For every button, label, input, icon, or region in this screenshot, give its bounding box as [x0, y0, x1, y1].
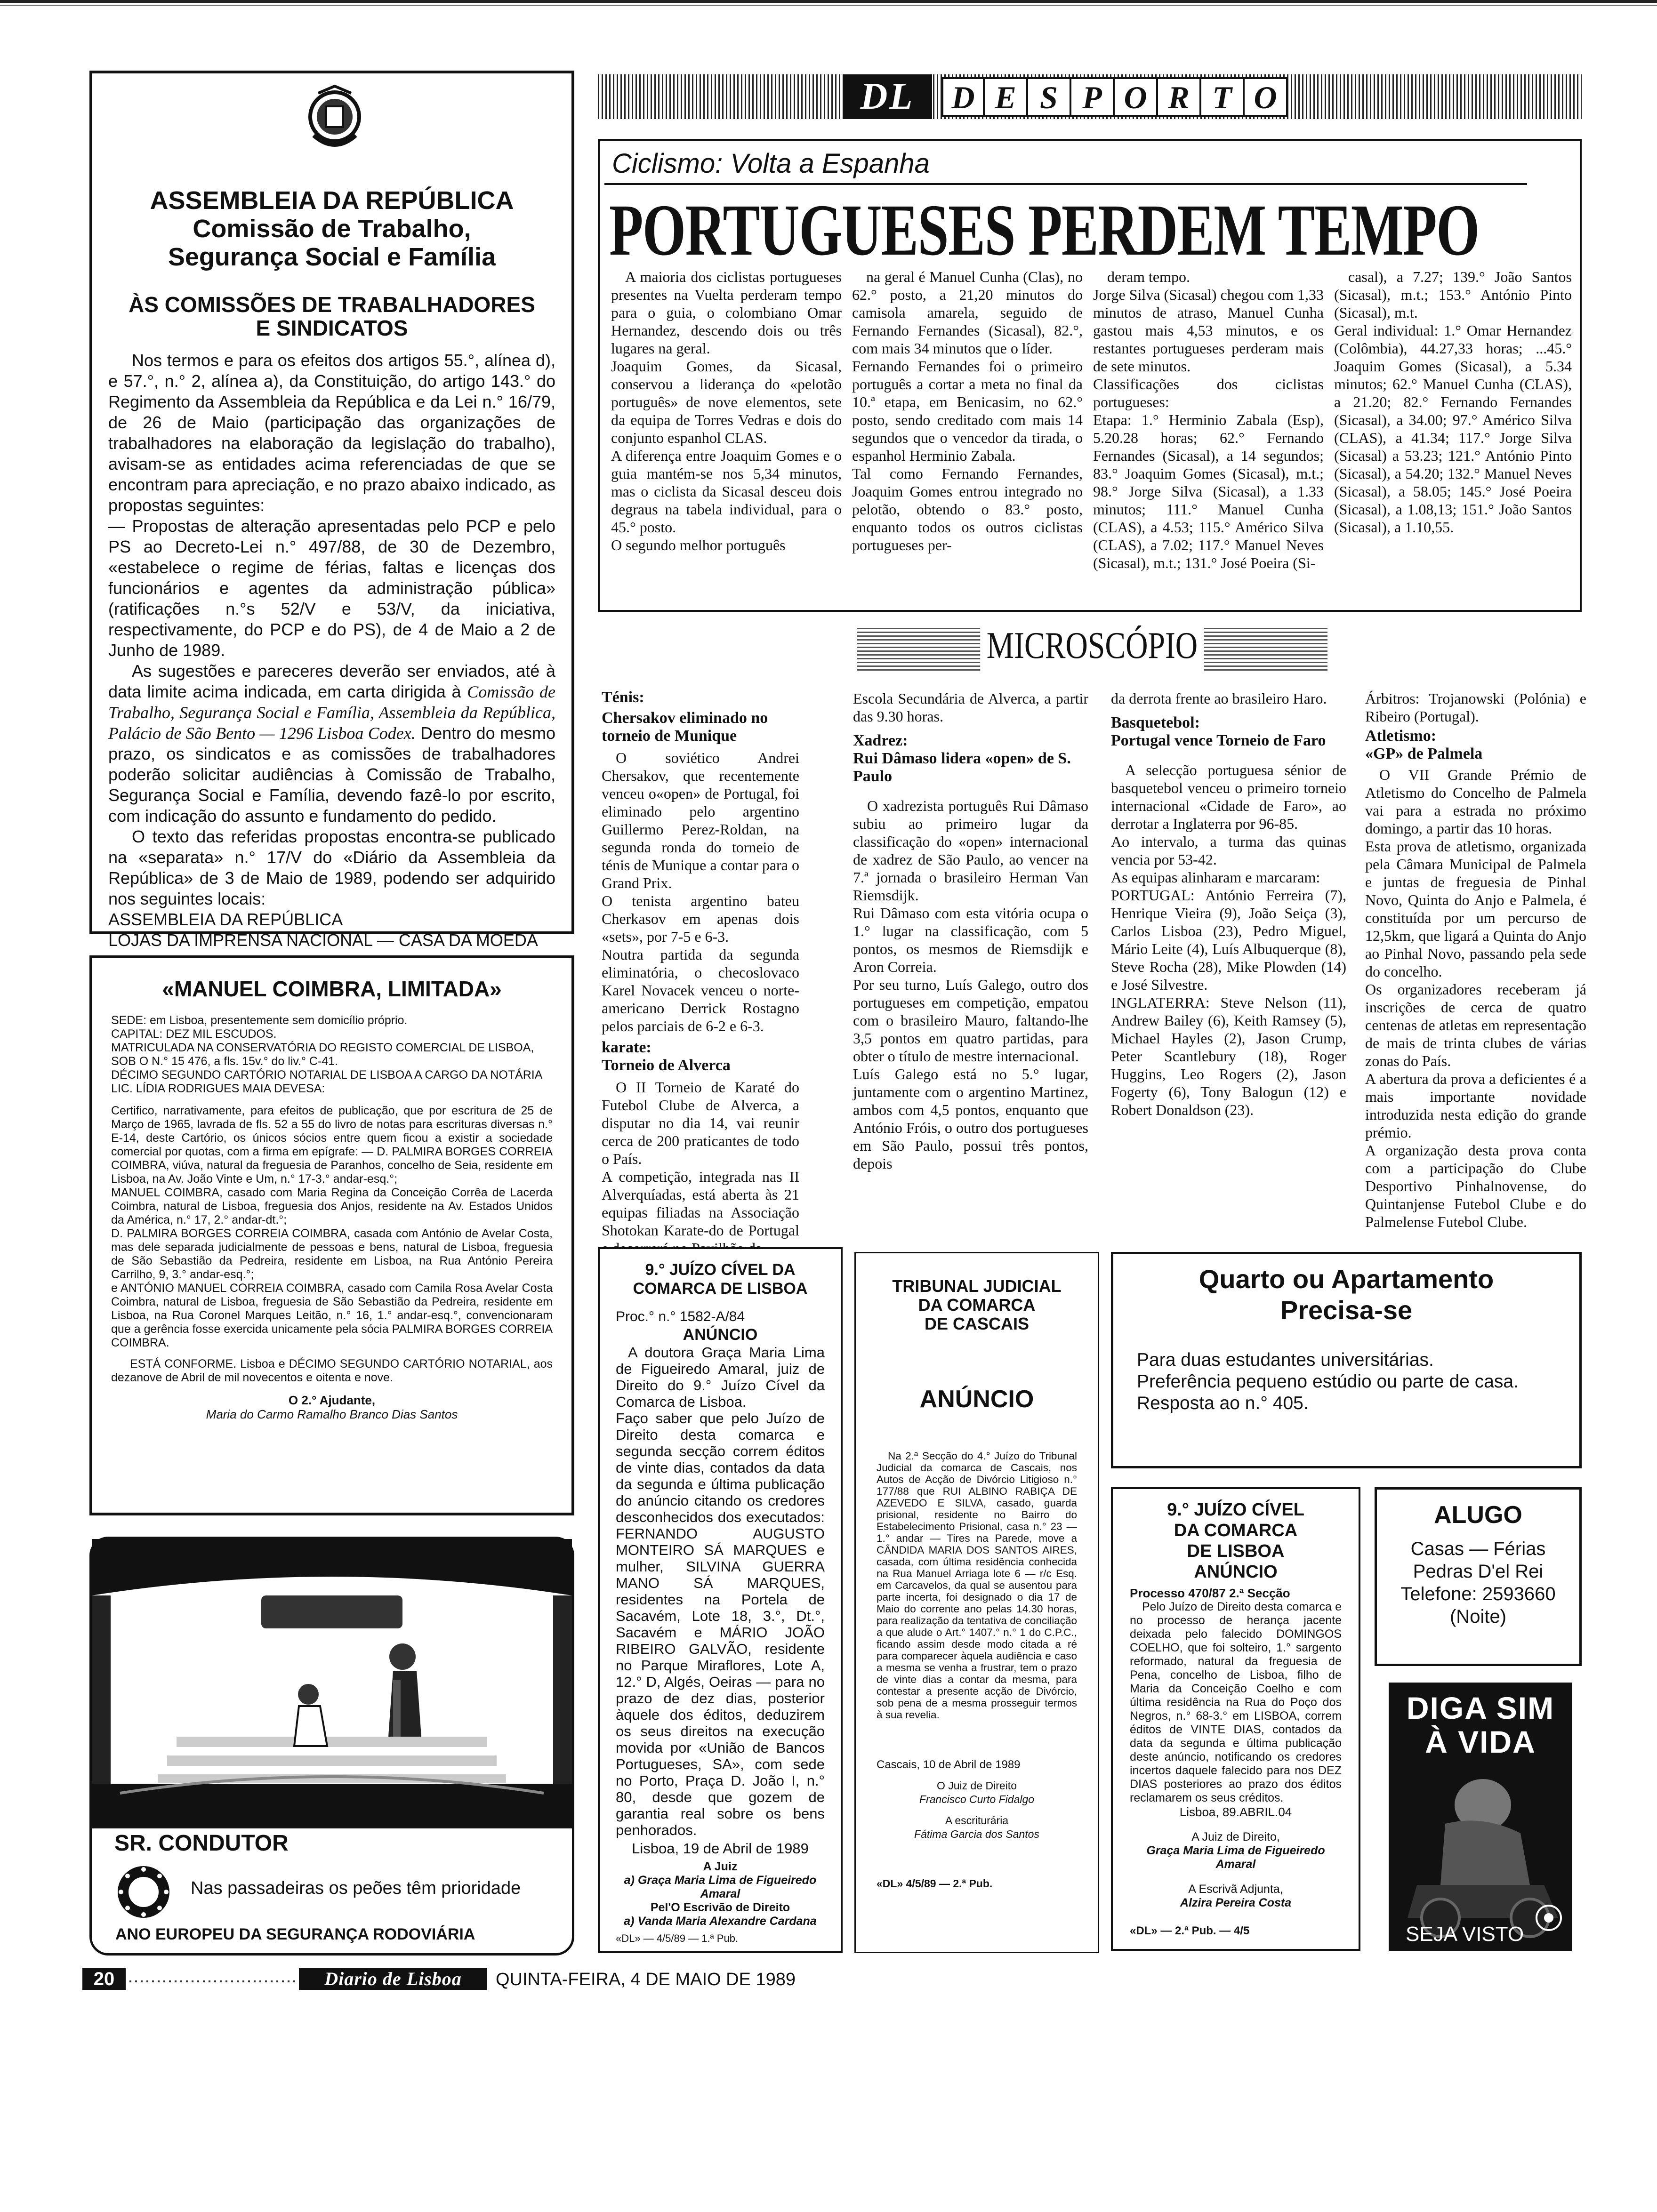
- micro-tenis-body: O soviético Andrei Chersakov, que recentemente venceu o«open» de Portugal, foi eliminado pelo argentino Guillermo Perez-Roldan, na segunda ronda do torneio de ténis de Munique a contar para o Grand Prix. O tenista argentino bateu Cherkasov em apenas dois «sets», por 7-5 e 6-3. Noutra partida da segunda eliminatória, o checoslovaco Karel Novacek venceu o norte-americano Derrick Rostagno pelos parciais de 6-2 e 6-3.: [602, 749, 799, 1034]
- condutor-footer: ANO EUROPEU DA SEGURANÇA RODOVIÁRIA: [115, 1925, 475, 1943]
- juizo2-sig-2: Graça Maria Lima de Figueiredo Amaral: [1146, 1844, 1325, 1871]
- micro-col-3-lead: da derrota frente ao brasileiro Haro.: [1111, 690, 1327, 707]
- cycling-article: [598, 139, 1582, 612]
- assembleia-para-1: Nos termos e para os efeitos dos artigos 55.°, alínea d), e 57.°, n.° 2, alínea a), da Constituição, do artigo 143.° do Regimento da Assembleia da República e da Lei n.° 16/79, de 26 de Maio (participação das organizações de trabalhadores na elaboração da legislação do trabalho), avisam-se as entidades acima referenciadas de que se encontram para apreciação, e no prazo abaixo indicado, as propostas seguintes:: [108, 351, 555, 515]
- dl-badge: [843, 74, 932, 119]
- micro-xadrez-category: Xadrez:: [853, 732, 908, 749]
- cascais-sig-1: O Juiz de Direito: [936, 1779, 1017, 1792]
- cycling-col-2-text: na geral é Manuel Cunha (Clas), no 62.° posto, a 21,20 minutos do camisola amarela, seguido de Fernando Fernandes (Sicasal), 82.°, com mais 34 minutos que o líder. Fernando Fernandes foi o primeiro português a cortar a meta no final da 10.ª etapa, em Benicasim, no 62.° posto, sendo creditado com mais 14 segundos que o vencedor da tirada, o espanhol Herminio Zabala. Tal como Fernando Fernandes, Joaquim Gomes entrou integrado no pelotão, obtendo o 83.° posto, enquanto todos os outros ciclistas portugueses per-: [852, 268, 1083, 553]
- manuel-signature-name: Maria do Carmo Ramalho Branco Dias Santos: [206, 1407, 458, 1421]
- micro-atletismo-category: Atletismo:: [1365, 727, 1437, 745]
- cascais-date: Cascais, 10 de Abril de 1989: [877, 1758, 1021, 1771]
- micro-xadrez-headline: Rui Dâmaso lidera «open» de S. Paulo: [853, 750, 1071, 785]
- quarto-title-2: Precisa-se: [1280, 1295, 1413, 1325]
- diga-line-2: À VIDA: [1425, 1724, 1536, 1759]
- cascais-title-3: DE CASCAIS: [924, 1314, 1030, 1333]
- juizo1-sig-2: a) Graça Maria Lima de Figueiredo Amaral: [624, 1874, 817, 1900]
- cycling-col-1: [611, 268, 842, 607]
- top-rule: [0, 0, 1657, 3]
- cascais-pub: «DL» 4/5/89 — 2.ª Pub.: [877, 1877, 993, 1890]
- safety-year-emblem-icon: [115, 1864, 172, 1920]
- juizo-civel-notice-1: [598, 1247, 843, 1953]
- assembleia-para-3a: As sugestões e pareceres deverão ser enviados, até à data limite acima indicada, em carta dirigida à: [108, 661, 555, 701]
- micro-atletismo-body: O VII Grande Prémio de Atletismo do Concelho de Palmela vai para a estrada no próximo domingo, a partir das 10 horas. Esta prova de atletismo, organizada pela Câmara Municipal de Palmela e juntas de freguesia de Pinhal Novo, Quinta do Anjo e Palmela, é constituída por um percurso de 12,5km, que ligará a Quinta do Anjo ao Pinhal Novo, passando pela sede do concelho. Os organizadores receberam já inscrições de cerca de quatro centenas de atletas em representação de mais de trinta clubes de várias zonas do País. A abertura da prova a deficientes é a mais importante novidade introduzida nesta edição do grande prémio. A organização desta prova conta com a participação do Clube Desportivo Pinhalnovense, do Quintanjense Futebol Clube e do Palmelense Futebol Clube.: [1365, 766, 1586, 1230]
- alugo-line-4: (Noite): [1449, 1606, 1507, 1627]
- micro-basquetebol-category: Basquetebol:: [1111, 714, 1200, 731]
- cycling-col-3-text: deram tempo. Jorge Silva (Sicasal) chegou com 1,33 minutos de atraso, Manuel Cunha gastou mais 4,53 minutos, e os restantes portugueses perderam mais de sete minutos. Classificações dos ciclistas portugueses: Etapa: 1.° Herminio Zabala (Esp), 5.20.28 horas; 62.° Fernando Fernandes (Sicasal), a 14 segundos; 83.° Joaquim Gomes (Sicasal), m.t.; 98.° Jorge Silva (Sicasal), a 1.33 minutos; 111.° Manuel Cunha (CLAS), a 4.53; 115.° Américo Silva (CLAS), a 7.02; 117.° Manuel Neves (Sicasal), m.t.; 131.° José Poeira (Si-: [1093, 268, 1324, 571]
- cascais-sig-3: A escriturária: [945, 1814, 1009, 1827]
- coat-of-arms-icon: [299, 84, 370, 154]
- manuel-body-text: Certifico, narrativamente, para efeitos de publicação, que por escritura de 25 de Março de 1965, lavrada de fls. 52 a 55 do livro de notas para escrituras diversas n.° E-14, deste Cartório, os únicos sócios entre quem ficou a existir a sociedade comercial por quotas, com a firma em epígrafe: — D. PALMIRA BORGES CORREIA COIMBRA, viúva, natural da freguesia de Paranhos, concelho de Seia, residente em Lisboa, na Av. João Vinte e Um, n.° 17-3.° andar-esq.°; MANUEL COIMBRA, casado com Maria Regina da Conceição Corrêa de Lacerda Coimbra, natural de Lisboa, freguesia dos Anjos, residente na Av. Estados Unidos da América, n.° 17, 2.° andar-dt.°; D. PALMIRA BORGES CORREIA COIMBRA, casada com António de Avelar Costa, mas dele separada judicialmente de pessoas e bens, natural de Lisboa, freguesia de São Sebastião da Pedreira, residente em Lisboa, na Rua António Pereira Carrilho, 9, 3.° andar-esq.°; e ANTÓNIO MANUEL CORREIA COIMBRA, casado com Camila Rosa Avelar Costa Coimbra, natural de Lisboa, freguesia de São Sebastião da Pedreira, residente em Lisboa, na Rua Coronel Marques Leitão, n.° 16, 1.° andar-esq.°, convencionaram que a gerência fosse exercida unicamente pela sócia PALMIRA BORGES CORREIA COIMBRA.: [111, 1104, 553, 1349]
- cycling-kicker: Ciclismo: Volta a Espanha: [612, 148, 930, 179]
- micro-basquetebol-body: A selecção portuguesa sénior de basquetebol venceu o primeiro torneio internacional «Cidade de Faro», ao derrotar a Inglaterra por 96-85. Ao intervalo, a turma das quinas vencia por 53-42. As equipas alinharam e marcaram: PORTUGAL: António Ferreira (7), Henrique Vieira (9), João Seiça (3), Carlos Lisboa (23), Pedro Miguel, Mário Leite (4), Luís Albuquerque (8), Steve Rocha (28), Mike Plowden (14) e José Silvestre. INGLATERRA: Steve Nelson (11), Andrew Bailey (6), Keith Ramsey (5), Michael Hayles (2), Jason Crump, Peter Scantlebury (18), Roger Huggins, Leo Rogers (2), Jason Fogerty (6), Tony Balogun (12) e Robert Donaldson (23).: [1111, 761, 1346, 1118]
- micro-col-3: [1111, 689, 1346, 1226]
- juizo2-sig-4: Alzira Pereira Costa: [1180, 1896, 1292, 1909]
- top-rule-thin: [0, 5, 1657, 6]
- condutor-title: SR. CONDUTOR: [114, 1831, 289, 1856]
- cascais-title-2: DA COMARCA: [918, 1295, 1036, 1314]
- seal-icon: [1535, 1904, 1563, 1932]
- micro-basquetebol-headline: Portugal vence Torneio de Faro: [1111, 732, 1326, 749]
- cycling-col-1-text: A maioria dos ciclistas portugueses presentes na Vuelta perderam tempo para o guia, o colombiano Omar Hernandez, descendo dois ou três lugares na geral. Joaquim Gomes, da Sicasal, conservou a liderança do «pelotão português» de nove elementos, sete da equipa de Torres Vedras e dois do conjunto espanhol CLAS. A diferença entre Joaquim Gomes e o guia mantém-se nos 5,34 minutos, mas o ciclista da Sicasal desceu dois degraus na tabela individual, para o 45.° posto. O segundo melhor português: [611, 268, 842, 553]
- cycling-col-4-text: casal), a 7.27; 139.° João Santos (Sicasal), m.t.; 153.° António Pinto (Sicasal), m.t. Geral individual: 1.° Omar Hernandez (Colômbia), 44.27,33 horas; ...45.° Joaquim Gomes (Sicasal), a 5.34 minutos; 62.° Manuel Cunha (CLAS), a 21.20; 82.° Fernando Fernandes (Sicasal), a 34.00; 97.° Américo Silva (CLAS), a 41.34; 117.° Jorge Silva (Sicasal) a 53.23; 121.° António Pinto (Sicasal), a 54.20; 132.° Manuel Neves (Sicasal), a 58.05; 145.° José Poeira (Sicasal), a 1.08,13; 151.° João Santos (Sicasal), a 1.10,55.: [1334, 268, 1572, 536]
- juizo1-anuncio: ANÚNCIO: [683, 1326, 758, 1344]
- micro-col-4: [1365, 689, 1586, 1230]
- assembleia-para-3: [108, 661, 555, 826]
- assembleia-location-1: ASSEMBLEIA DA REPÚBLICA: [108, 910, 343, 929]
- juizo2-pub: «DL» — 2.ª Pub. — 4/5: [1130, 1924, 1250, 1937]
- micro-col-4-lead: Árbitros: Trojanowski (Polónia) e Ribeiro (Portugal).: [1365, 690, 1586, 725]
- juizo1-pub: «DL» — 4/5/89 — 1.ª Pub.: [616, 1932, 739, 1944]
- footer-dotted-rule: [129, 1980, 299, 1982]
- juizo1-sig-3: Pel'O Escrivão de Direito: [650, 1901, 790, 1914]
- juizo2-title-1: 9.° JUÍZO CÍVEL: [1167, 1500, 1304, 1520]
- manuel-conforme: ESTÁ CONFORME. Lisboa e DÉCIMO SEGUNDO CARTÓRIO NOTARIAL, aos dezanove de Abril de mil novecentos e oitenta e nove.: [111, 1357, 553, 1384]
- assembleia-title: ASSEMBLEIA DA REPÚBLICA: [150, 186, 514, 215]
- section-letter: E: [985, 77, 1028, 117]
- section-letter: R: [1158, 77, 1201, 117]
- juizo2-sig-3: A Escrivã Adjunta,: [1188, 1883, 1283, 1896]
- quarto-title-1: Quarto ou Apartamento: [1199, 1264, 1494, 1294]
- cycling-col-2: [852, 268, 1083, 607]
- quarto-line-3: Resposta ao n.° 405.: [1137, 1393, 1309, 1413]
- juizo1-sig-1: A Juiz: [703, 1860, 738, 1873]
- micro-tenis-headline: Chersakov eliminado no torneio de Munique: [602, 709, 768, 745]
- alugo-line-3: Telefone: 2593660: [1400, 1584, 1556, 1604]
- cycling-col-3: [1093, 268, 1324, 607]
- road-safety-ad: [89, 1537, 574, 1956]
- footer-date: QUINTA-FEIRA, 4 DE MAIO DE 1989: [496, 1970, 796, 1989]
- desporto-letters: [941, 77, 1288, 117]
- assembleia-heading-1: ÀS COMISSÕES DE TRABALHADORES: [129, 292, 535, 317]
- assembleia-notice: [89, 71, 574, 950]
- cascais-sig-4: Fátima Garcia dos Santos: [914, 1828, 1039, 1840]
- juizo1-title-2: COMARCA DE LISBOA: [633, 1280, 808, 1298]
- micro-atletismo-headline: «GP» de Palmela: [1365, 745, 1483, 762]
- alugo-line-1: Casas — Férias: [1410, 1539, 1546, 1559]
- windshield-crosswalk-illustration: [92, 1539, 572, 1828]
- assembleia-heading-2: E SINDICATOS: [256, 316, 408, 340]
- juizo2-proc: Processo 470/87 2.ª Secção: [1130, 1586, 1290, 1600]
- assembleia-subtitle-1: Comissão de Trabalho,: [193, 215, 471, 243]
- micro-tenis-category: Ténis:: [602, 689, 644, 706]
- juizo1-date: Lisboa, 19 de Abril de 1989: [632, 1840, 809, 1857]
- condutor-slogan: Nas passadeiras os peões têm prioridade: [191, 1878, 521, 1898]
- micro-xadrez-body: O xadrezista português Rui Dâmaso subiu ao primeiro lugar da classificação do «open» internacional de xadrez de São Paulo, ao vencer na 7.ª jornada o brasileiro Herman Van Riemsdijk. Rui Dâmaso com esta vitória ocupa o 1.° lugar na classificação, com 5 pontos, os mesmos de Riemsdijk e Aron Correia. Por seu turno, Luís Galego, outro dos portugueses em competição, empatou com o brasileiro Mauro, faltando-lhe 3,5 pontos em quatro partidas, para obter o título de mestre internacional. Luís Galego está no 5.° lugar, juntamente com o argentino Martinez, ambos com 4,5 pontos, enquanto que António Fróis, o outro dos portugueses em São Paulo, possui três pontos, depois: [853, 797, 1088, 1172]
- juizo2-title-3: DE LISBOA: [1187, 1541, 1285, 1561]
- diga-line-3: SEJA VISTO: [1406, 1923, 1524, 1946]
- microscopio-title: MICROSCÓPIO: [980, 621, 1204, 671]
- alugo-title: ALUGO: [1434, 1501, 1522, 1529]
- section-letter: D: [941, 77, 985, 117]
- micro-karate-body: O II Torneio de Karaté do Futebol Clube de Alverca, a disputar no dia 14, vai reunir cerca de 200 praticantes de todo o País. A competição, integrada nas II Alverquíadas, está aberta às 21 equipas filiadas na Associação Shotokan Karate-do de Portugal: [602, 1079, 799, 1239]
- juizo1-sig-4: a) Vanda Maria Alexandre Cardana: [624, 1915, 817, 1928]
- assembleia-location-2: LOJAS DA IMPRENSA NACIONAL — CASA DA MOEDA: [108, 930, 538, 950]
- micro-col-2-lead: Escola Secundária de Alverca, a partir das 9.30 horas.: [853, 690, 1088, 725]
- micro-karate-category: karate:: [602, 1039, 652, 1056]
- assembleia-para-3-italic: Comissão de Trabalho, Segurança Social e Família, Assembleia da República, Palácio de São Bento — 1296 Lisboa Codex.: [108, 682, 555, 743]
- manuel-coimbra-notice: [89, 955, 574, 1515]
- section-letter: O: [1115, 77, 1158, 117]
- assembleia-subtitle-2: Segurança Social e Família: [168, 243, 496, 271]
- footer-paper-name: Diario de Lisboa: [299, 1968, 487, 1990]
- juizo1-body: A doutora Graça Maria Lima de Figueiredo Amaral, juiz de Direito do 9.° Juízo Cível da Comarca de Lisboa. Faço saber que pelo Juízo de Direito desta comarca e segunda secção correm éditos de vinte dias, contados da data da segunda e última publicação do anúncio citando os credores desconhecidos dos executados: FERNANDO AUGUSTO MONTEIRO SÁ MARQUES e mulher, SILVINA GUERRA MANO SÁ MARQUES, residentes na Portela de Sacavém, Lote 18, 3.°, Dt.°, Sacavém e MÁRIO JOÃO RIBEIRO GALVÃO, residente no Parque Miraflores, Lote A, 12.° D, Algés, Oeiras — para no prazo de dez dias, posterior àquele dos éditos, deduzirem os seus direitos na execução movida por «União de Bancos Portugueses, SA», com sede no Porto, Praça D. João I, n.° 80, desde que gozem de garantia real sobre os bens penhorados.: [616, 1344, 825, 1838]
- cycling-headline: PORTUGUESES PERDEM TEMPO: [609, 189, 1479, 271]
- cycling-col-4: [1334, 268, 1572, 607]
- kicker-rule: [604, 183, 1527, 185]
- juizo1-title-1: 9.° JUÍZO CÍVEL DA: [645, 1261, 796, 1279]
- dl-badge-text: DL: [860, 76, 915, 117]
- section-letter: O: [1245, 77, 1288, 117]
- juizo1-proc: Proc.° n.° 1582-A/84: [616, 1309, 745, 1324]
- assembleia-para-4: O texto das referidas propostas encontra-se publicado na «separata» n.° 17/V do «Diário da Assembleia da República» de 3 de Maio de 1989, podendo ser adquirido nos seguintes locais:: [108, 827, 555, 908]
- cascais-body: Na 2.ª Secção do 4.° Juízo do Tribunal Judicial da comarca de Cascais, nos Autos de Acção de Divórcio Litigioso n.° 177/88 que RUI ALBINO RABIÇA DE AZEVEDO E SILVA, casado, guarda prisional, residente no Bairro do Estabelecimento Prisional, casa n.° 23 — 1.° andar — Tires na Parede, move a CÂNDIDA MARIA DOS SANTOS AIRES, casada, com última residência conhecida na Rua Manuel Arriaga lote 6 — r/c Esq. em Carcavelos, da qual se ausentou para parte incerta, foi designado o dia 17 de Maio do corrente ano pelas 14.30 horas, para realização da tentativa de conciliação a que alude o Art.° 1407.° n.° 1 do C.P.C., ficando assim desde modo citada a ré para comparecer àquela audiência e caso a mesma se venha a frustrar, tem o prazo de vinte dias a contar da mesma, para contestar a presente acção de Divórcio, sob pena de a mesma prosseguir termos à sua revelia.: [877, 1450, 1077, 1721]
- micro-col-1: [602, 685, 799, 1239]
- cascais-tribunal-notice: [854, 1252, 1099, 1953]
- micro-karate-headline: Torneio de Alverca: [602, 1057, 731, 1074]
- cascais-sig-2: Francisco Curto Fidalgo: [919, 1793, 1035, 1805]
- section-letter: T: [1201, 77, 1245, 117]
- assembleia-para-3b: Dentro do mesmo prazo, os sindicatos e as comissões de trabalhadores poderão solicitar audiências à Comissão de Trabalho, Segurança Social e Família, devendo fazê-lo por escrito, com indicação do assunto e fundamento do pedido.: [108, 723, 556, 825]
- alugo-line-2: Pedras D'el Rei: [1413, 1561, 1544, 1582]
- section-letter: P: [1071, 77, 1115, 117]
- juizo2-sig-1: A Juiz de Direito,: [1191, 1830, 1280, 1843]
- diga-sim-ad: [1389, 1683, 1572, 1951]
- diga-line-1: DIGA SIM: [1406, 1691, 1555, 1725]
- quarto-line-2: Preferência pequeno estúdio ou parte de casa.: [1137, 1371, 1519, 1392]
- footer-bar: [82, 1968, 1584, 1990]
- juizo2-body: Pelo Juízo de Direito desta comarca e no processo de herança jacente deixada pelo falecido DOMINGOS COELHO, que foi solteiro, 1.° sargento reformado, natural da freguesia de Pena, concelho de Lisboa, filho de Maria da Conceição Coelho e com última residência na Rua do Poço dos Negros, n.° 68-3.° em LISBOA, correm éditos de VINTE DIAS, contados da data da segunda e última publicação deste anúncio, notificando os credores incertos daquele falecido para nos DEZ DIAS posteriores ao prazo dos éditos reclamarem os seus créditos.: [1130, 1600, 1342, 1804]
- quarto-line-1: Para duas estudantes universitárias.: [1137, 1350, 1434, 1370]
- footer-page-number: 20: [82, 1968, 126, 1990]
- juizo2-date: Lisboa, 89.ABRIL.04: [1179, 1805, 1292, 1819]
- micro-col-2: [853, 689, 1088, 1226]
- cascais-anuncio: ANÚNCIO: [919, 1386, 1034, 1413]
- quarto-apartamento-ad: [1111, 1252, 1582, 1468]
- manuel-signature-title: O 2.° Ajudante,: [288, 1393, 376, 1407]
- section-letter: S: [1028, 77, 1071, 117]
- juizo2-anuncio: ANÚNCIO: [1194, 1562, 1278, 1582]
- cascais-title-1: TRIBUNAL JUDICIAL: [892, 1276, 1062, 1296]
- manuel-header-text: SEDE: em Lisboa, presentemente sem domicílio próprio. CAPITAL: DEZ MIL ESCUDOS. MATRICULADA NA CONSERVATÓRIA DO REGISTO COMERCIAL DE LISBOA, SOB O N.° 15 476, a fls. 15v.° do liv.° C-41. DÉCIMO SEGUNDO CARTÓRIO NOTARIAL DE LISBOA A CARGO DA NOTÁRIA LIC. LÍDIA RODRIGUES MAIA DEVESA:: [111, 1014, 542, 1095]
- manuel-title: «MANUEL COIMBRA, LIMITADA»: [162, 977, 502, 1001]
- juizo2-title-2: DA COMARCA: [1174, 1521, 1298, 1540]
- assembleia-para-2: — Propostas de alteração apresentadas pelo PCP e pelo PS ao Decreto-Lei n.° 497/88, de 30 de Dezembro, «estabelece o regime de férias, faltas e licenças dos funcionários e agentes da administração pública» (ratificações n.°s 52/V e 53/V, da iniciativa, respectivamente, do PCP e do PS), de 4 de Maio a 2 de Junho de 1989.: [108, 516, 555, 660]
- alugo-ad: [1375, 1487, 1582, 1666]
- juizo-civel-notice-2: [1111, 1487, 1360, 1951]
